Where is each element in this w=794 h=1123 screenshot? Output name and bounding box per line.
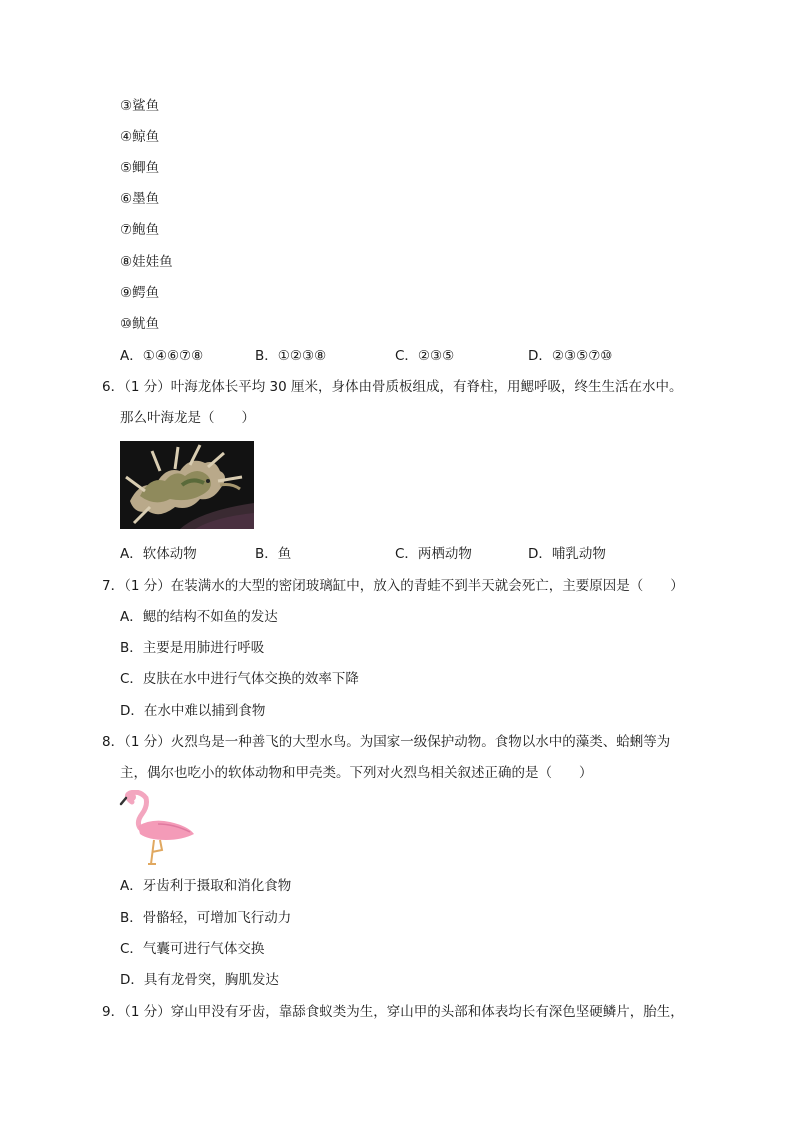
q5-item: ③鲨鱼 [120,98,160,114]
q8-option-d[interactable]: D．具有龙骨突，胸肌发达 [120,972,279,988]
q8-option-c[interactable]: C．气囊可进行气体交换 [120,941,265,957]
q9-stem: 9．（1 分）穿山甲没有牙齿，靠舔食蚁类为生，穿山甲的头部和体表均长有深色坚硬鳞片，胎生， [102,1004,684,1020]
q5-option-c[interactable]: C．②③⑤ [395,348,455,364]
q8-stem-line1: 8．（1 分）火烈鸟是一种善飞的大型水鸟。为国家一级保护动物。食物以水中的藻类、蛤蜊等为 [102,734,671,750]
q8-option-a[interactable]: A．牙齿利于摄取和消化食物 [120,878,292,894]
q5-option-b[interactable]: B．①②③⑧ [255,348,327,364]
q8-option-b[interactable]: B．骨骼轻，可增加飞行动力 [120,910,292,926]
q7-option-b[interactable]: B．主要是用肺进行呼吸 [120,640,265,656]
q5-option-d[interactable]: D．②③⑤⑦⑩ [528,348,613,364]
q5-item: ⑥墨鱼 [120,191,160,207]
q7-option-c[interactable]: C．皮肤在水中进行气体交换的效率下降 [120,671,359,687]
q6-option-c[interactable]: C．两栖动物 [395,546,472,562]
q6-options [120,544,680,564]
q7-option-a[interactable]: A．鳃的结构不如鱼的发达 [120,609,278,625]
q7-stem: 7．（1 分）在装满水的大型的密闭玻璃缸中，放入的青蛙不到半天就会死亡，主要原因是（ ） [102,578,684,594]
q5-item: ⑧娃娃鱼 [120,254,173,270]
leafy-seadragon-photo [120,441,254,529]
q6-stem-line1: 6．（1 分）叶海龙体长平均 30 厘米，身体由骨质板组成，有脊柱，用鳃呼吸，终生生活在水中。 [102,379,683,395]
q5-item: ⑤鲫鱼 [120,160,160,176]
q6-option-a[interactable]: A．软体动物 [120,546,197,562]
q5-item: ⑩鱿鱼 [120,316,160,332]
q5-item: ④鲸鱼 [120,129,160,145]
q6-stem-line2: 那么叶海龙是（ ） [120,410,255,426]
q6-option-b[interactable]: B．鱼 [255,546,292,562]
seadragon-illustration [120,441,254,529]
q5-options [120,346,680,366]
q5-option-a[interactable]: A．①④⑥⑦⑧ [120,348,204,364]
q7-option-d[interactable]: D．在水中难以捕到食物 [120,703,266,719]
flamingo-illustration [118,790,198,866]
q5-item: ⑨鳄鱼 [120,285,160,301]
q8-stem-line2: 主，偶尔也吃小的软体动物和甲壳类。下列对火烈鸟相关叙述正确的是（ ） [120,765,593,781]
q6-option-d[interactable]: D．哺乳动物 [528,546,606,562]
q5-item: ⑦鲍鱼 [120,222,160,238]
flamingo-image [118,790,198,866]
